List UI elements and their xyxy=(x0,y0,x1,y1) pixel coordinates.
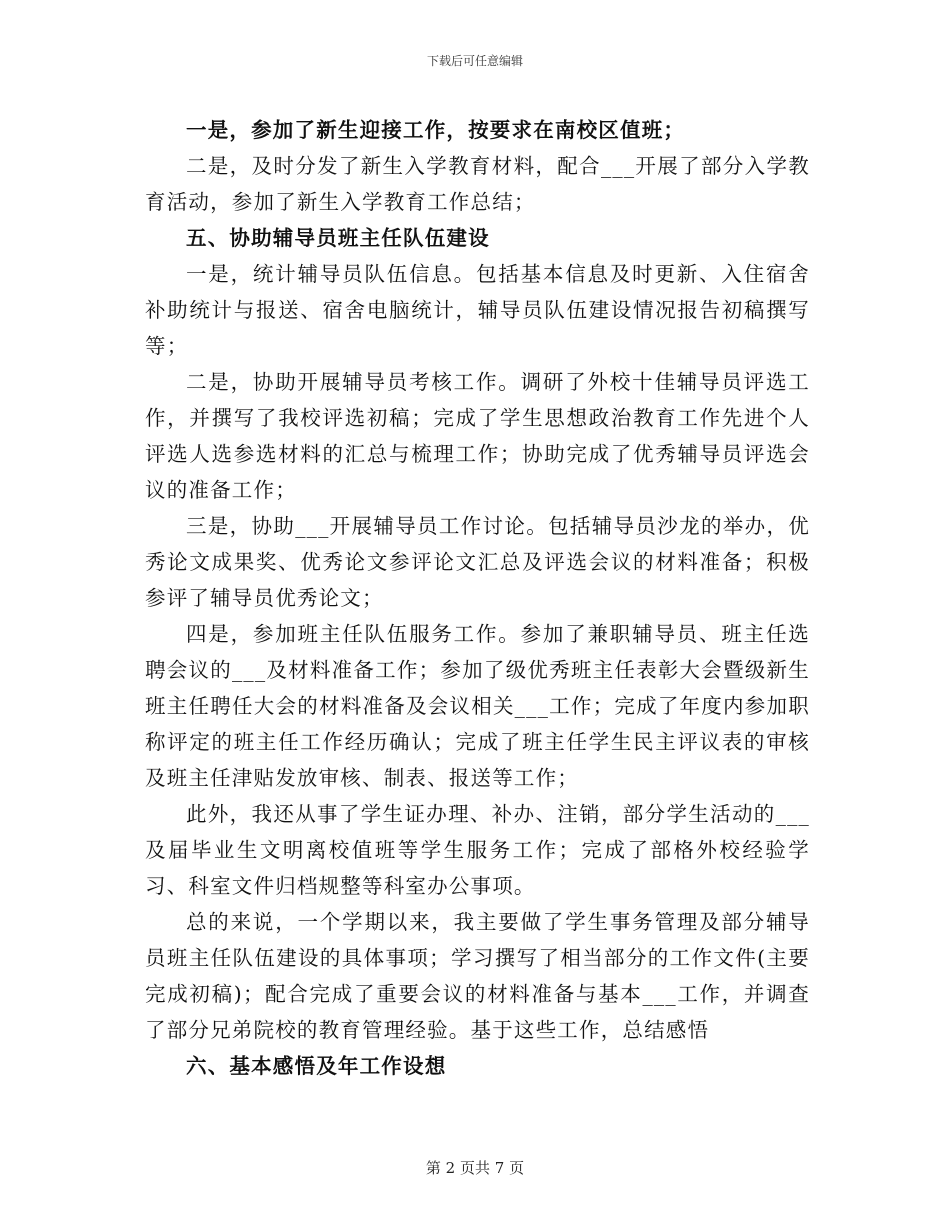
paragraph: 一是，统计辅导员队伍信息。包括基本信息及时更新、入住宿舍补助统计与报送、宿舍电脑统计，辅导员队伍建设情况报告初稿撰写等； xyxy=(145,262,810,358)
paragraph: 总的来说，一个学期以来，我主要做了学生事务管理及部分辅导员班主任队伍建设的具体事项；学习撰写了相当部分的工作文件(主要完成初稿)；配合完成了重要会议的材料准备与基本___工作，并调查了部分兄弟院校的教育管理经验。基于这些工作，总结感悟 xyxy=(145,910,810,1042)
section-heading-5: 五、协助辅导员班主任队伍建设 xyxy=(186,226,490,250)
paragraph: 四是，参加班主任队伍服务工作。参加了兼职辅导员、班主任选聘会议的___及材料准备工作；参加了级优秀班主任表彰大会暨级新生班主任聘任大会的材料准备及会议相关___工作；完成了年度内参加职称评定的班主任工作经历确认；完成了班主任学生民主评议表的审核及班主任津贴发放审核、制表、报送等工作； xyxy=(145,622,810,790)
section-heading-6: 六、基本感悟及年工作设想 xyxy=(186,1054,447,1078)
document-body xyxy=(145,112,810,1084)
page-footer: 第 2 页共 7 页 xyxy=(425,1159,525,1177)
paragraph: 二是，及时分发了新生入学教育材料，配合___开展了部分入学教育活动，参加了新生入学教育工作总结； xyxy=(145,154,810,214)
paragraph-heading-new-students: 一是，参加了新生迎接工作，按要求在南校区值班； xyxy=(186,118,686,142)
page-header: 下载后可任意编辑 xyxy=(426,54,523,68)
paragraph: 三是，协助___开展辅导员工作讨论。包括辅导员沙龙的举办，优秀论文成果奖、优秀论文参评论文汇总及评选会议的材料准备；积极参评了辅导员优秀论文； xyxy=(145,514,810,610)
paragraph: 此外，我还从事了学生证办理、补办、注销，部分学生活动的___及届毕业生文明离校值班等学生服务工作；完成了部格外校经验学习、科室文件归档规整等科室办公事项。 xyxy=(145,802,810,898)
paragraph: 二是，协助开展辅导员考核工作。调研了外校十佳辅导员评选工作，并撰写了我校评选初稿；完成了学生思想政治教育工作先进个人评选人选参选材料的汇总与梳理工作；协助完成了优秀辅导员评选会议的准备工作； xyxy=(145,370,810,502)
